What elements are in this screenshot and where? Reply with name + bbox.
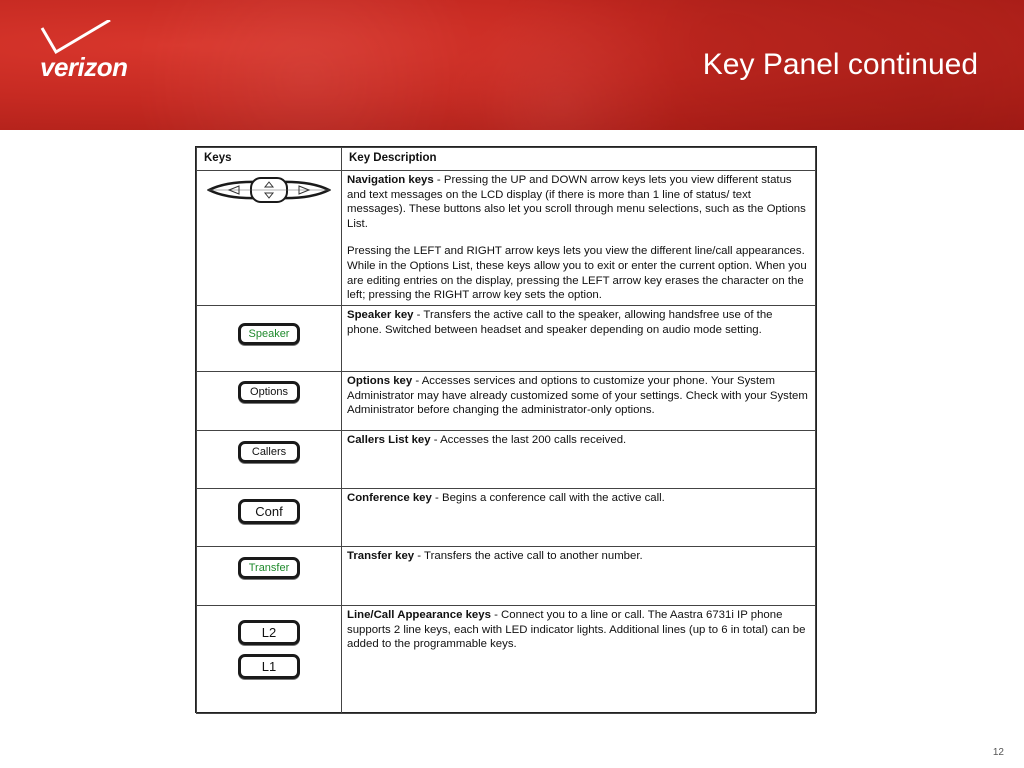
- table-row: [197, 171, 816, 306]
- key-description-text: - Accesses services and options to customize your phone. Your System Administrator may have already customized some of your settings. Check with your System Administrator before changing the administrator-only options.: [347, 375, 808, 417]
- speaker-key-icon: Speaker: [238, 323, 300, 345]
- key-description-text: - Pressing the UP and DOWN arrow keys lets you view different status and text messages on the LCD display (if there is more than 1 line of status/ text messages). These buttons also let you scroll through menu selections, such as the Options List.: [347, 174, 806, 230]
- conf-key-icon: Conf: [238, 499, 300, 524]
- key-name: Line/Call Appearance keys: [347, 609, 491, 621]
- key-description-text: - Transfers the active call to the speaker, allowing handsfree use of the phone. Switched between headset and speaker depending on audio mode setting.: [347, 309, 773, 336]
- table-row: [197, 606, 816, 714]
- key-name: Navigation keys: [347, 174, 434, 186]
- key-name: Speaker key: [347, 309, 414, 321]
- line-call-appearance-keys-description: [342, 606, 816, 714]
- navigation-keys-image-cell: [197, 171, 342, 306]
- line-2-key-icon: L2: [238, 620, 300, 645]
- options-key-image-cell: [197, 372, 342, 431]
- transfer-key-icon: Transfer: [238, 557, 300, 579]
- key-description-text: - Accesses the last 200 calls received.: [430, 434, 627, 446]
- navigation-keys-icon: [207, 175, 331, 205]
- callers-key-description: [342, 431, 816, 489]
- keys-column-header: Keys: [197, 148, 342, 171]
- table-header-row: [197, 148, 816, 171]
- table-row: [197, 372, 816, 431]
- line-keys-image-cell: [197, 606, 342, 714]
- callers-key-icon: Callers: [238, 441, 300, 463]
- table-row: [197, 489, 816, 547]
- key-description-text: - Begins a conference call with the active call.: [431, 492, 665, 504]
- key-name: Transfer key: [347, 550, 415, 562]
- speaker-key-description: [342, 306, 816, 372]
- table-row: [197, 306, 816, 372]
- key-description-text-2: Pressing the LEFT and RIGHT arrow keys lets you view the different line/call appearances. While in the Options List, these keys allow you to exit or enter the current option. When you are editing entries on the display, pressing the LEFT arrow key erases the character on the left; pressing the RIGHT arrow key sets the option.: [347, 245, 807, 302]
- speaker-key-image-cell: [197, 306, 342, 372]
- conf-key-image-cell: [197, 489, 342, 547]
- options-key-icon: Options: [238, 381, 300, 403]
- slide-title: Key Panel continued: [702, 48, 978, 81]
- line-1-key-icon: L1: [238, 654, 300, 679]
- verizon-logo-text: verizon: [40, 52, 128, 82]
- table-row: [197, 547, 816, 606]
- navigation-keys-description: [342, 171, 816, 306]
- key-description-text: - Connect you to a line or call. The Aastra 6731i IP phone supports 2 line keys, each with LED indicator lights. Additional lines (up to 6 in total) can be added to the programmable keys.: [347, 609, 806, 651]
- table-row: [197, 431, 816, 489]
- transfer-key-description: [342, 547, 816, 606]
- key-description-text: - Transfers the active call to another number.: [414, 550, 643, 562]
- key-name: Options key: [347, 375, 413, 387]
- key-description-table: [195, 146, 817, 713]
- description-column-header: Key Description: [342, 148, 816, 171]
- callers-key-image-cell: [197, 431, 342, 489]
- options-key-description: [342, 372, 816, 431]
- header-banner: [0, 0, 1024, 130]
- page-number: 12: [992, 747, 1004, 758]
- key-name: Callers List key: [347, 434, 431, 446]
- key-name: Conference key: [347, 492, 432, 504]
- transfer-key-image-cell: [197, 547, 342, 606]
- conference-key-description: [342, 489, 816, 547]
